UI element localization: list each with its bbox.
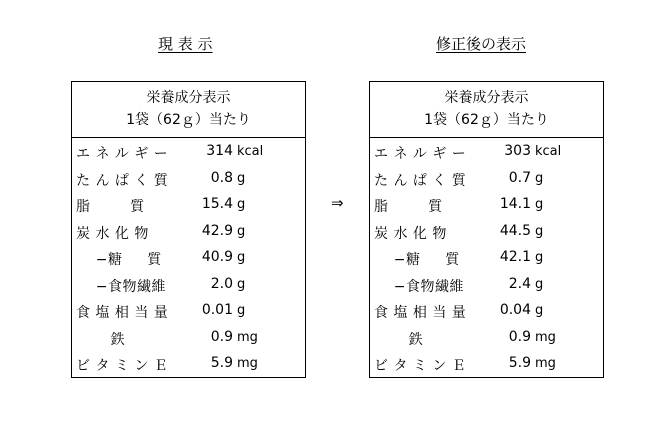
nutrient-label: ビ タ ミ ン Ｅ: [374, 358, 467, 374]
nutrient-label: −糖 質: [76, 252, 162, 268]
nutrient-value: 303: [504, 143, 531, 159]
nutrient-rows: [72, 138, 305, 379]
nutrient-label: 食 塩 相 当 量: [76, 305, 169, 321]
nutrient-value: 42.9: [201, 222, 233, 239]
panel-header: [72, 82, 305, 138]
nutrient-row: [370, 326, 603, 353]
arrow-icon: ⇒: [331, 194, 344, 212]
nutrient-value: 314: [206, 143, 233, 159]
nutrient-label: 炭 水 化 物: [76, 225, 149, 242]
nutrient-unit: g: [535, 250, 544, 265]
nutrient-row: [370, 246, 603, 273]
nutrient-unit: g: [237, 303, 246, 318]
nutrient-value: 0.7: [508, 169, 531, 186]
nutrient-label: た ん ぱ く 質: [374, 172, 467, 189]
nutrient-value: 5.9: [210, 355, 233, 371]
nutrient-value: 2.0: [210, 275, 233, 292]
panel-title: 栄養成分表示: [146, 90, 231, 106]
nutrient-value: 0.9: [210, 328, 233, 345]
nutrient-row: [72, 193, 305, 220]
panel-subtitle: 1袋（62ｇ）当たり: [126, 112, 251, 128]
nutrient-label: エ ネ ル ギ ー: [374, 146, 467, 162]
nutrient-value: 0.9: [508, 328, 531, 345]
nutrient-unit: g: [535, 303, 544, 318]
panel-title: 栄養成分表示: [444, 90, 529, 106]
panel-subtitle: 1袋（62ｇ）当たり: [424, 112, 549, 128]
nutrient-unit: g: [237, 170, 246, 186]
nutrient-label: 鉄: [374, 331, 424, 348]
nutrient-unit: kcal: [237, 144, 264, 159]
nutrient-label: 食 塩 相 当 量: [374, 305, 467, 321]
nutrient-value: 14.1: [499, 196, 531, 212]
nutrient-unit: g: [535, 276, 544, 292]
current-nutrition-panel: [71, 81, 306, 378]
nutrient-row: [370, 193, 603, 220]
nutrient-row: [72, 352, 305, 379]
nutrient-row: [72, 326, 305, 353]
nutrient-row: [370, 273, 603, 300]
nutrient-label: −糖 質: [374, 252, 460, 268]
nutrient-value: 5.9: [508, 355, 531, 371]
nutrient-unit: mg: [237, 329, 258, 345]
nutrient-label: −食物繊維: [374, 278, 465, 295]
nutrient-unit: mg: [535, 356, 556, 371]
nutrient-value: 2.4: [508, 275, 531, 292]
nutrient-unit: g: [535, 223, 544, 239]
nutrient-value: 0.04: [499, 302, 531, 318]
nutrient-label: 炭 水 化 物: [374, 225, 447, 242]
nutrient-unit: mg: [237, 356, 258, 371]
nutrient-row: [72, 140, 305, 167]
nutrient-label: 脂 質: [374, 199, 443, 215]
nutrient-label: 脂 質: [76, 199, 145, 215]
heading-current-label: 現 表 示: [158, 35, 213, 53]
nutrient-value: 0.01: [201, 302, 233, 318]
nutrient-unit: mg: [535, 329, 556, 345]
nutrient-label: た ん ぱ く 質: [76, 172, 169, 189]
nutrient-row: [370, 352, 603, 379]
nutrient-row: [72, 273, 305, 300]
nutrient-row: [72, 246, 305, 273]
nutrient-label: −食物繊維: [76, 278, 167, 295]
nutrient-rows: [370, 138, 603, 379]
revised-nutrition-panel: [369, 81, 604, 378]
nutrient-value: 42.1: [499, 249, 531, 265]
nutrient-row: [72, 220, 305, 247]
nutrient-row: [370, 299, 603, 326]
panel-header: [370, 82, 603, 138]
nutrient-row: [72, 299, 305, 326]
nutrient-label: ビ タ ミ ン Ｅ: [76, 358, 169, 374]
nutrient-unit: g: [237, 197, 246, 212]
nutrient-value: 0.8: [210, 169, 233, 186]
nutrient-row: [370, 140, 603, 167]
nutrient-row: [370, 167, 603, 194]
heading-revised-label: 修正後の表示: [436, 35, 527, 53]
nutrient-unit: kcal: [535, 144, 562, 159]
nutrient-unit: g: [237, 276, 246, 292]
nutrient-value: 40.9: [201, 249, 233, 265]
nutrient-row: [72, 167, 305, 194]
nutrient-value: 44.5: [499, 222, 531, 239]
nutrient-label: エ ネ ル ギ ー: [76, 146, 169, 162]
nutrient-unit: g: [535, 170, 544, 186]
nutrient-unit: g: [237, 250, 246, 265]
nutrient-row: [370, 220, 603, 247]
nutrient-label: 鉄: [76, 331, 126, 348]
nutrient-unit: g: [535, 197, 544, 212]
nutrient-value: 15.4: [201, 196, 233, 212]
nutrient-unit: g: [237, 223, 246, 239]
